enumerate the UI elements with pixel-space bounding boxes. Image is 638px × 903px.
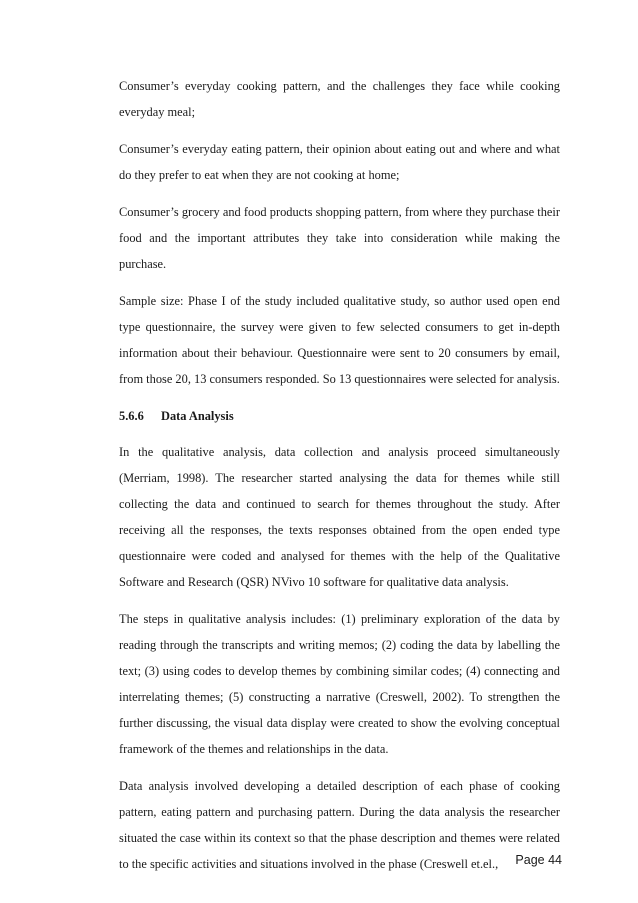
page-body xyxy=(119,73,560,888)
section-title: Data Analysis xyxy=(161,409,234,423)
paragraph-description: Data analysis involved developing a detailed description of each phase of cooking pattern, eating pattern and purchasing pattern. During the data analysis the researcher situated the case within its context so that the phase description and themes were related to the specific activities and situations involved in the phase (Creswell et.el., xyxy=(119,779,560,871)
paragraph-analysis-steps: The steps in qualitative analysis includes: (1) preliminary exploration of the data by reading through the transcripts and writing memos; (2) coding the data by labelling the text; (3) using codes to develop themes by combining similar codes; (4) connecting and interrelating themes; (5) constructing a narrative (Creswell, 2002). To strengthen the further discussing, the visual data display were created to show the evolving conceptual framework of the themes and relationships in the data. xyxy=(119,612,560,756)
section-number: 5.6.6 xyxy=(119,409,144,423)
paragraph-qualitative-analysis: In the qualitative analysis, data collection and analysis proceed simultaneously (Merriam, 1998). The researcher started analysing the data for themes while still collecting the data and continued to search for themes throughout the study. After receiving all the responses, the texts responses obtained from the open ended type questionnaire were coded and analysed for themes with the help of the Qualitative Software and Research (QSR) NVivo 10 software for qualitative data analysis. xyxy=(119,445,560,589)
section-heading xyxy=(119,403,560,429)
paragraph-cooking-pattern: Consumer’s everyday cooking pattern, and the challenges they face while cooking everyday meal; xyxy=(119,79,560,119)
paragraph-eating-pattern: Consumer’s everyday eating pattern, their opinion about eating out and where and what do they prefer to eat when they are not cooking at home; xyxy=(119,142,560,182)
page-number: Page 44 xyxy=(515,853,562,867)
paragraph-sample-size: Sample size: Phase I of the study included qualitative study, so author used open end type questionnaire, the survey were given to few selected consumers to get in-depth information about their behaviour. Questionnaire were sent to 20 consumers by email, from those 20, 13 consumers responded. So 13 questionnaires were selected for analysis. xyxy=(119,294,560,386)
paragraph-shopping-pattern: Consumer’s grocery and food products shopping pattern, from where they purchase their food and the important attributes they take into consideration while making the purchase. xyxy=(119,205,560,271)
